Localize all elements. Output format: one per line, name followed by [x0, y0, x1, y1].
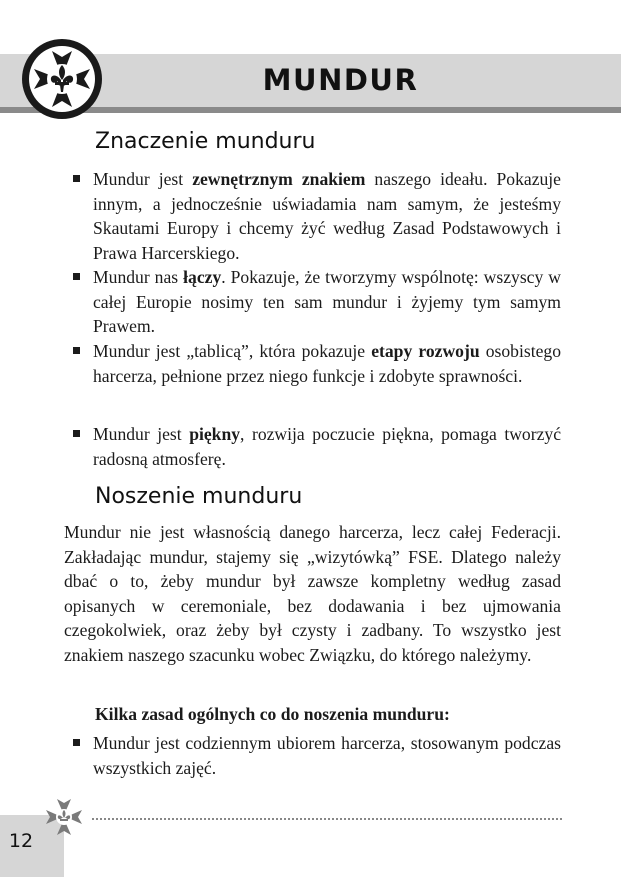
bullet — [73, 175, 80, 182]
list-item-text: Mundur nas łączy. Pokazuje, że tworzymy wspólnotę: wszyscy w całej Europie nosimy ten sam mundur i żyjemy tym samym Prawem. — [93, 267, 561, 336]
rules-subheading: Kilka zasad ogólnych co do noszenia munduru: — [95, 704, 450, 724]
list-item-text: Mundur jest codziennym ubiorem harcerza, stosowanym podczas wszystkich zajęć. — [93, 733, 561, 778]
bullet — [73, 739, 80, 746]
bullet — [73, 347, 80, 354]
section-title-meaning: Znaczenie munduru — [95, 129, 316, 154]
bullet — [73, 430, 80, 437]
list-item-text: Mundur jest zewnętrznym znakiem naszego ideału. Pokazuje innym, a jednocześnie uświadamia nam samym, że jesteśmy Skautami Europy i chcemy żyć według Zasad Podstawowych i Prawa Harcerskiego. — [93, 169, 561, 263]
page-title: MUNDUR — [262, 63, 419, 97]
scout-cross-icon — [44, 797, 84, 837]
wearing-paragraph: Mundur nie jest własnością danego harcerza, lecz całej Federacji. Zakładając mundur, stajemy się „wizytówką” FSE. Dlatego należy dbać o to, żeby mundur był zawsze kompletny według zasad opisanych w ceremoniale, bez dodawania i bez ujmowania czegokolwiek, oraz żeby był czysty i zadbany. To wszystko jest znakiem naszego szacunku wobec Związku, do którego należymy. — [64, 522, 561, 665]
footer-divider — [92, 818, 562, 820]
section-title-wearing: Noszenie munduru — [95, 484, 303, 509]
list-item-text: Mundur jest piękny, rozwija poczucie piękna, pomaga tworzyć radosną atmosferę. — [93, 424, 561, 469]
scout-cross-emblem-icon — [30, 47, 94, 111]
page-number: 12 — [8, 830, 34, 852]
list-item-text: Mundur jest „tablicą”, która pokazuje etapy rozwoju osobistego harcerza, pełnione przez niego funkcje i zdobyte sprawności. — [93, 341, 561, 386]
bullet — [73, 273, 80, 280]
